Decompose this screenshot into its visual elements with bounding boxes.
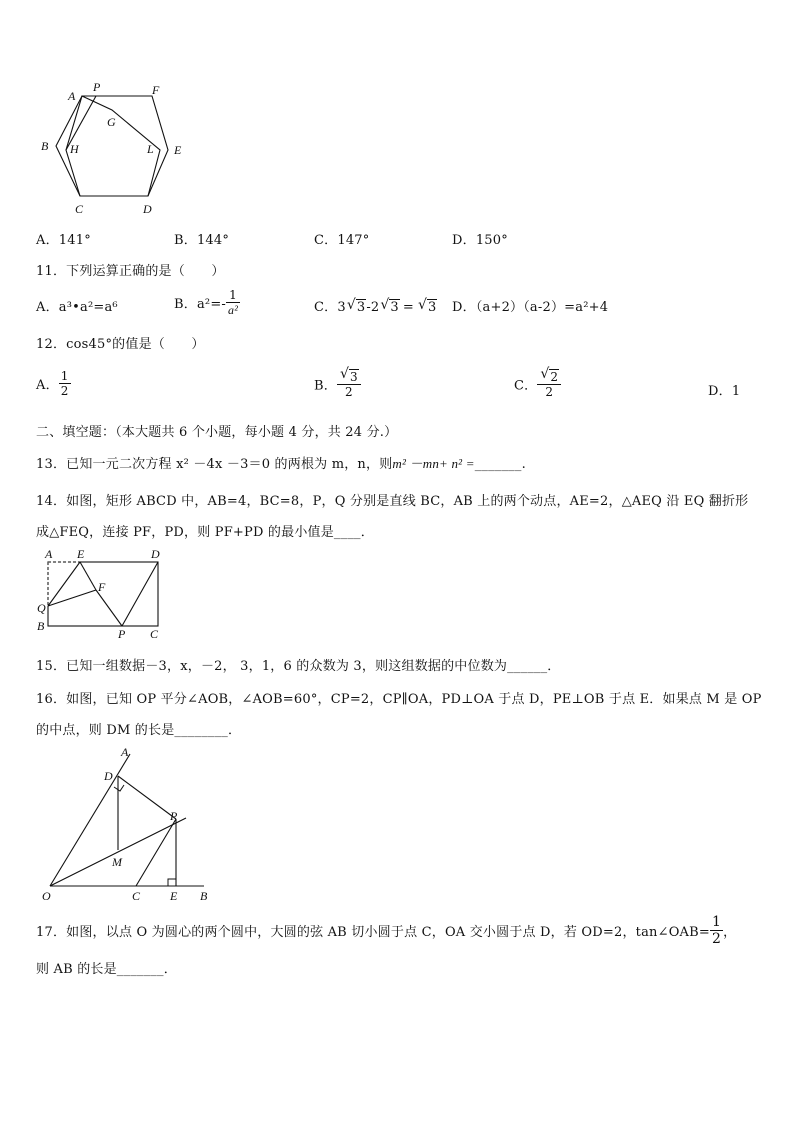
label-F: F — [98, 580, 106, 594]
q12-stem: 12．cos45°的值是（ ） — [36, 337, 205, 352]
q10-option-c: C．147° — [314, 233, 370, 248]
q12-option-c: C． √ $\frac{2}{2}$ — [514, 369, 561, 399]
label-D: D — [143, 202, 152, 216]
q14-figure — [34, 546, 168, 642]
q16-figure — [36, 744, 216, 906]
q12-option-d: D．1 — [708, 384, 741, 399]
label-A: A — [45, 547, 53, 561]
label-H: H — [70, 142, 79, 156]
q10-option-d: D．150° — [452, 233, 508, 248]
label-C: C — [150, 627, 159, 641]
label-G: G — [107, 115, 116, 129]
q11-option-b: B．a²=- $\frac{1}{\text{a²}}$ — [174, 288, 239, 317]
q12-option-a: A． $\frac{1}{2}$ — [36, 369, 69, 398]
q11-stem: 11．下列运算正确的是（ ） — [36, 264, 225, 279]
q14-line2: 成△FEQ，连接 PF，PD，则 PF+PD 的最小值是____． — [36, 525, 374, 540]
label-B: B — [200, 889, 208, 903]
label-A: A — [121, 745, 129, 759]
q14-line1: 14．如图，矩形 ABCD 中，AB=4，BC=8，P，Q 分别是直线 BC，AB 上的两个动点，AE=2，△AEQ 沿 EQ 翻折形 — [36, 494, 749, 509]
q15-text: 15．已知一组数据－3，x，－2， 3，1，6 的众数为 3，则这组数据的中位数为______． — [36, 659, 561, 674]
q16-line2: 的中点，则 DM 的长是________． — [36, 723, 242, 738]
q10-figure — [36, 78, 196, 218]
label-A: A — [68, 89, 76, 103]
label-D: D — [151, 547, 160, 561]
label-F: F — [152, 83, 160, 97]
q17-line2: 则 AB 的长是_______． — [36, 962, 177, 977]
pentagon — [66, 96, 160, 196]
section-heading: 二、填空题：（本大题共 6 个小题，每小题 4 分，共 24 分.） — [36, 425, 398, 440]
label-P: P — [170, 809, 178, 823]
label-E: E — [174, 143, 182, 157]
q10-option-b: B．144° — [174, 233, 230, 248]
q12-option-b: B． √ $\frac{3}{2}$ — [314, 369, 361, 399]
q13-text: 13．已知一元二次方程 x² －4x －3＝0 的两根为 m，n，则m² －mn+ n² =_______. — [36, 456, 526, 472]
label-E: E — [77, 547, 85, 561]
label-P: P — [93, 80, 101, 94]
label-L: L — [147, 142, 154, 156]
q10-option-a: A．141° — [36, 233, 91, 248]
label-M: M — [112, 855, 122, 869]
q11-option-a: A．a³•a²=a⁶ — [36, 300, 118, 315]
label-C: C — [132, 889, 141, 903]
q11-option-c: C．3√ 3-2√ 3 =√ 3 — [314, 296, 437, 315]
label-Q: Q — [37, 601, 46, 615]
q11-option-d: D．（a+2）（a-2）=a²+4 — [452, 300, 609, 315]
label-O: O — [42, 889, 51, 903]
fraction: $\frac{1}{\text{a²}}$ — [228, 288, 239, 317]
label-C: C — [75, 202, 84, 216]
label-D: D — [104, 769, 113, 783]
q17-line1: 17．如图，以点 O 为圆心的两个圆中，大圆的弦 AB 切小圆于点 C，OA 交小圆于点 D，若 OD=2，tan∠OAB= $\frac{1}{2}$ ， — [36, 914, 737, 947]
label-P: P — [118, 627, 126, 641]
q16-line1: 16．如图，已知 OP 平分∠AOB，∠AOB=60°，CP=2，CP∥OA，PD⊥OA 于点 D，PE⊥OB 于点 E．如果点 M 是 OP — [36, 692, 762, 707]
label-B: B — [37, 619, 45, 633]
label-E: E — [170, 889, 178, 903]
label-B: B — [41, 139, 49, 153]
